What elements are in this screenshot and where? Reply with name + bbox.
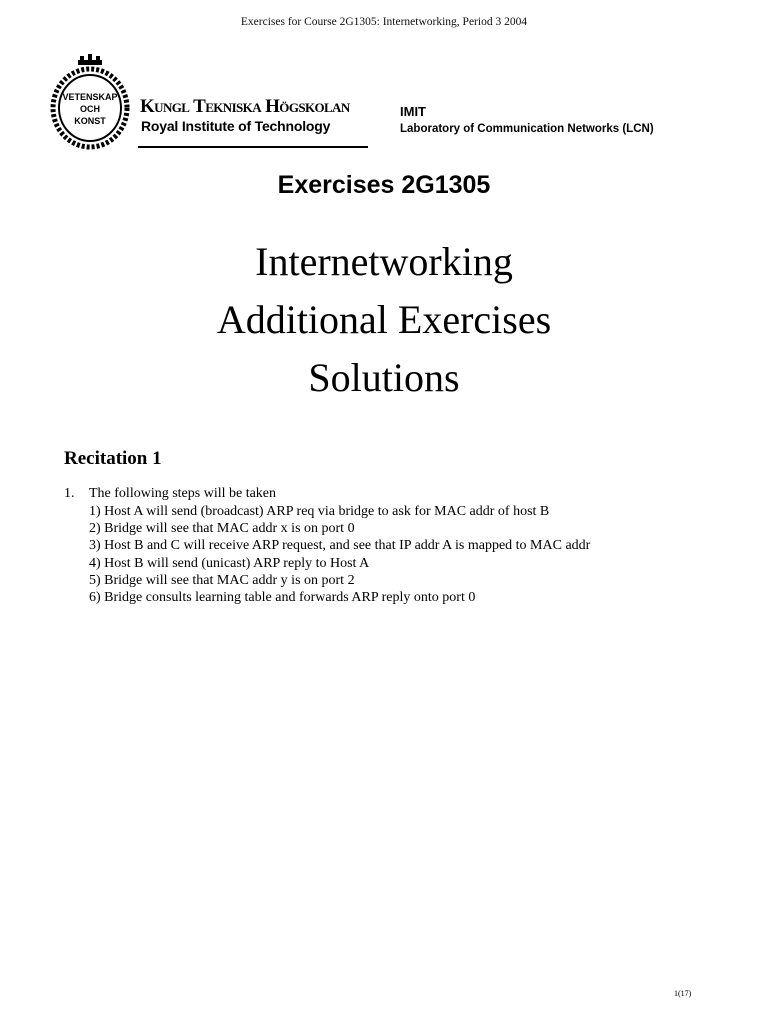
list-item: 1) Host A will send (broadcast) ARP req via bridge to ask for MAC addr of host B — [89, 504, 550, 519]
department-name: IMIT — [400, 104, 426, 119]
list-item: 3) Host B and C will receive ARP request, and see that IP addr A is mapped to MAC addr — [89, 538, 591, 554]
institution-name-swedish: Kungl Tekniska Högskolan — [140, 96, 350, 117]
question-number: 1. — [64, 486, 75, 501]
title-line-3: Solutions — [308, 355, 460, 400]
running-header: Exercises for Course 2G1305: Internetworking, Period 3 2004 — [240, 16, 528, 28]
logo-underline — [138, 146, 368, 148]
seal-text-line-1: VETENSKAP — [62, 92, 118, 102]
solution-steps — [89, 503, 590, 606]
title-line-2: Additional Exercises — [216, 297, 552, 342]
kth-seal-logo — [48, 54, 132, 150]
title-line-1: Internetworking — [255, 239, 513, 284]
page-number: 1(17) — [674, 989, 692, 998]
list-item: 2) Bridge will see that MAC addr x is on port 0 — [89, 521, 355, 537]
section-heading: Recitation 1 — [64, 448, 162, 469]
question-intro: The following steps will be taken — [89, 486, 277, 501]
course-heading: Exercises 2G1305 — [277, 171, 491, 199]
list-item: 5) Bridge will see that MAC addr y is on port 2 — [89, 572, 355, 588]
seal-text-line-2: OCH — [80, 104, 100, 114]
seal-text-line-3: KONST — [74, 116, 106, 126]
list-item: 4) Host B will send (unicast) ARP reply to Host A — [89, 555, 370, 571]
lab-name: Laboratory of Communication Networks (LCN) — [400, 123, 654, 135]
institution-name-english: Royal Institute of Technology — [141, 118, 331, 134]
list-item: 6) Bridge consults learning table and forwards ARP reply onto port 0 — [89, 590, 476, 606]
